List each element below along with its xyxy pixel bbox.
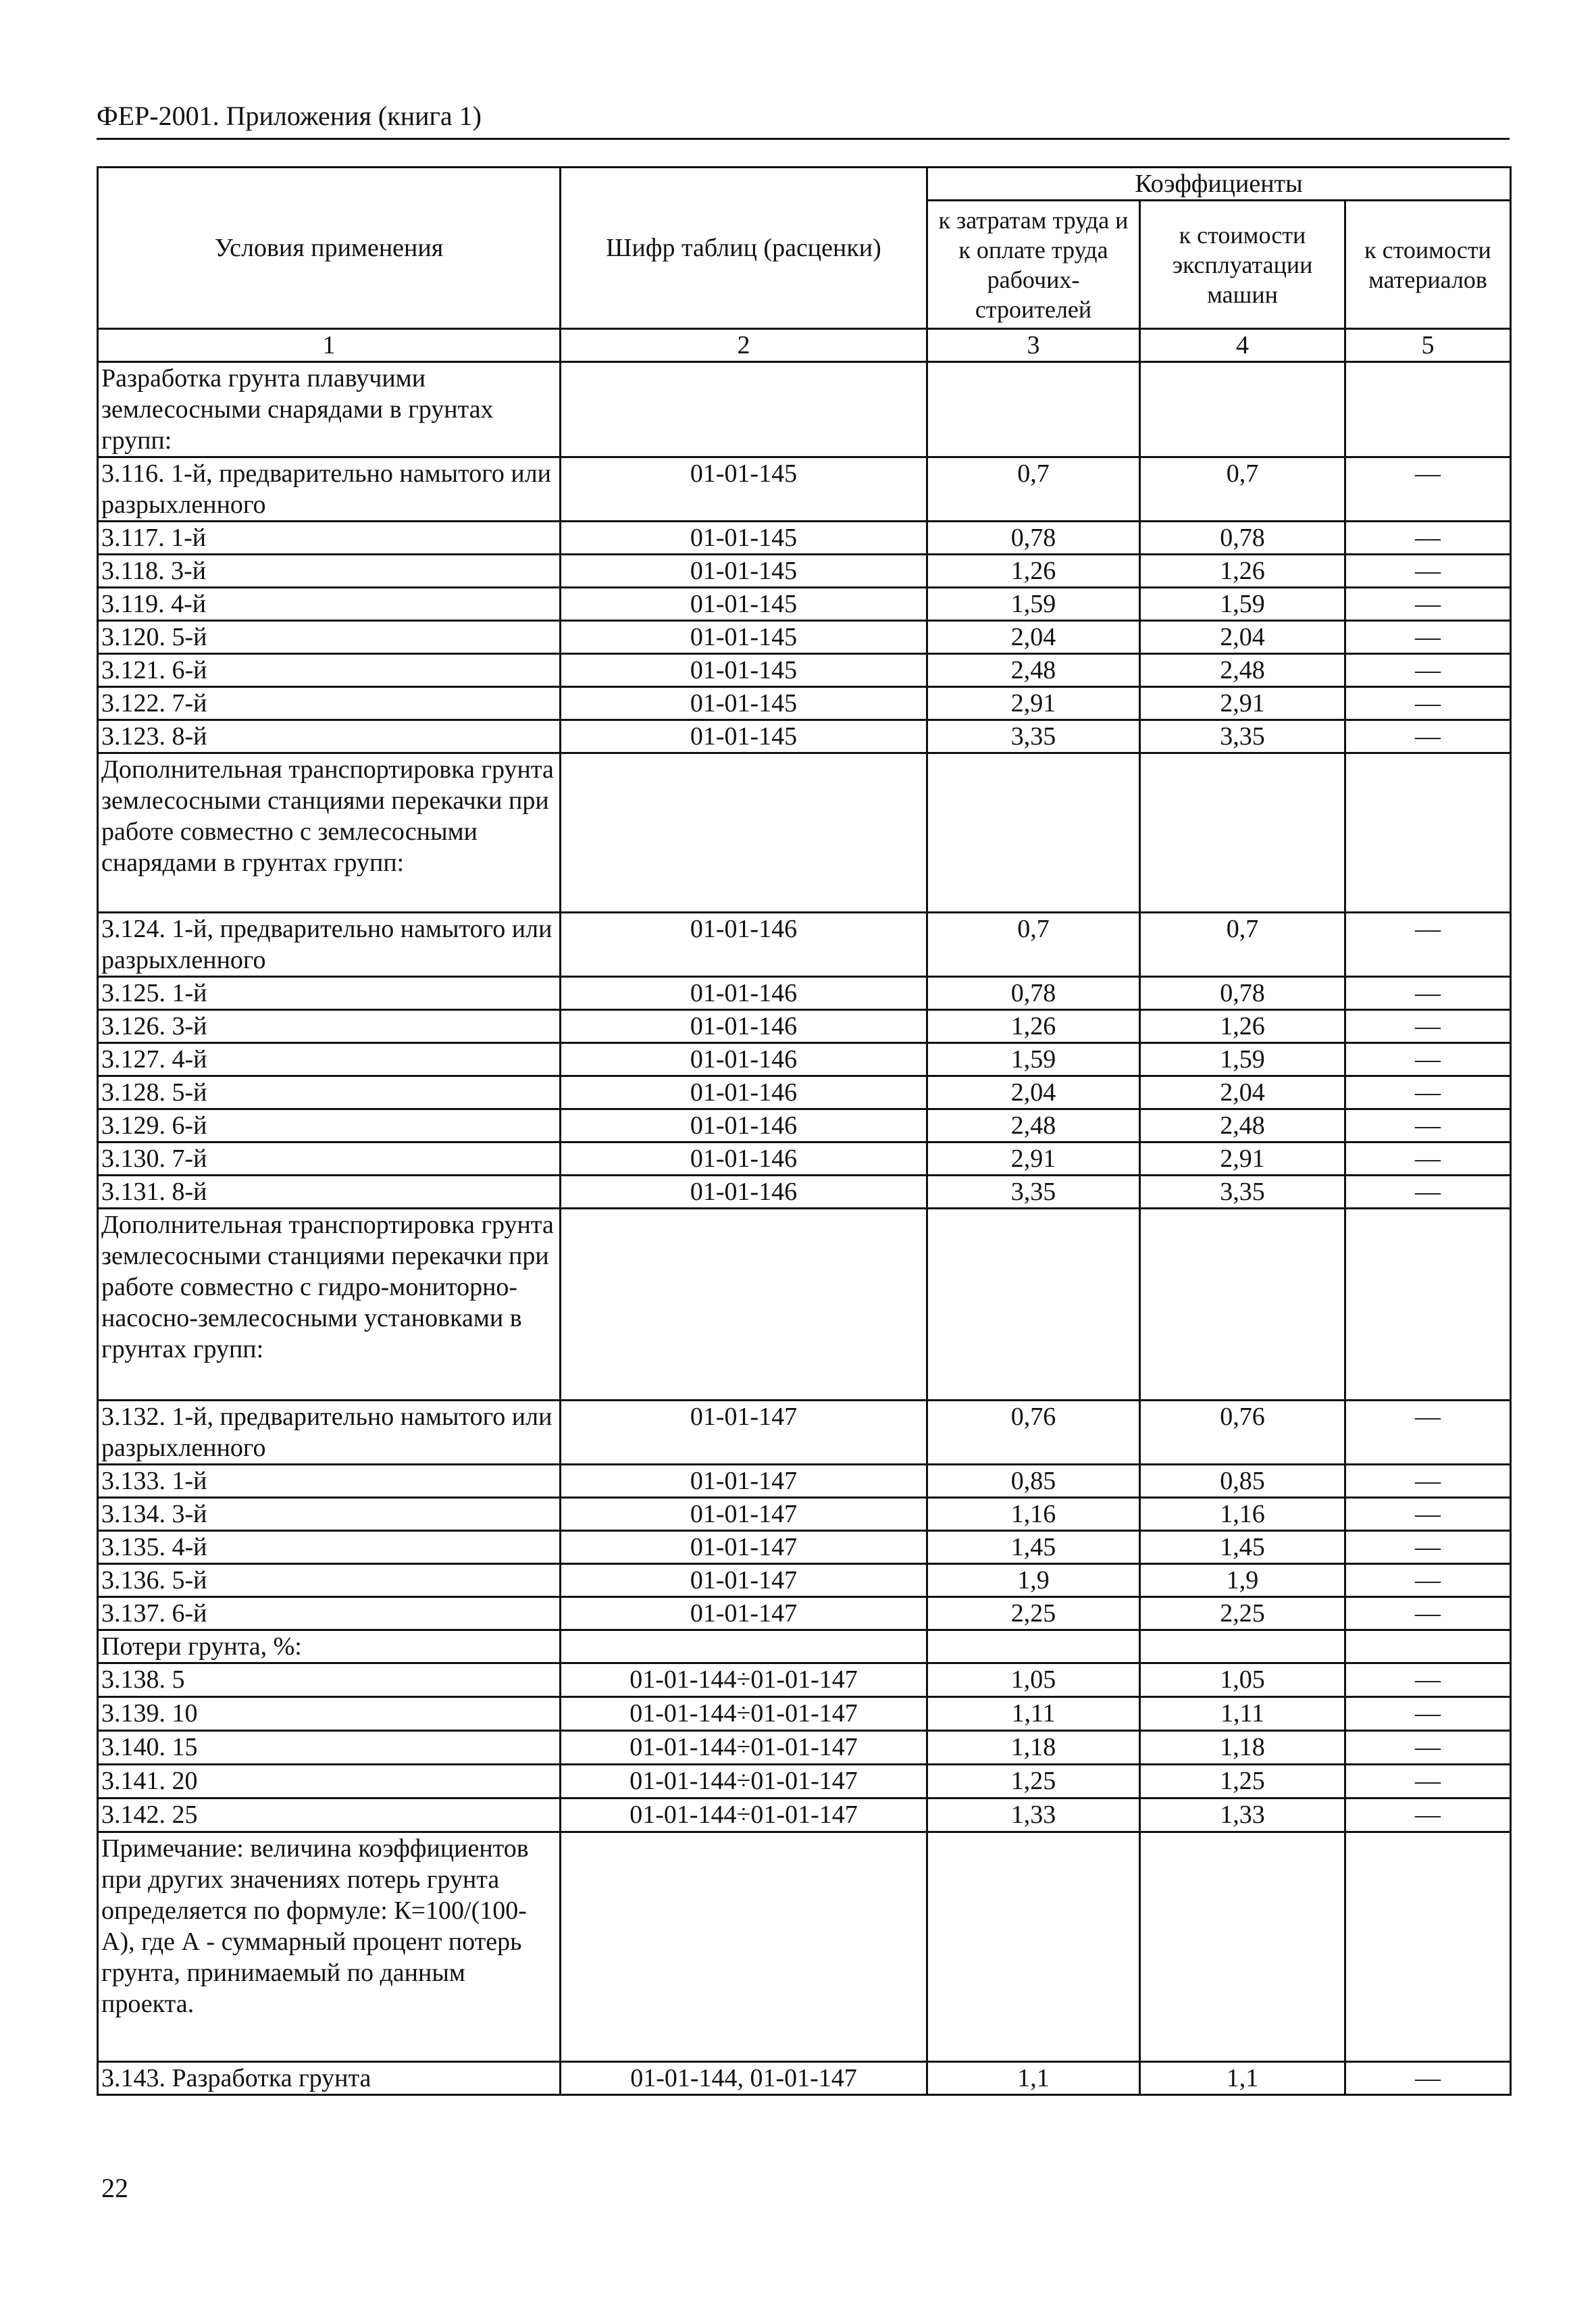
code-cell: 01-01-146: [561, 913, 927, 977]
code-cell: 01-01-146: [561, 1043, 927, 1076]
labor-coefficient-cell: 2,48: [927, 1109, 1140, 1142]
machines-coefficient-cell: 2,04: [1140, 1076, 1345, 1109]
condition-cell: 3.130. 7-й: [98, 1142, 561, 1176]
labor-coefficient-cell: 0,78: [927, 977, 1140, 1010]
code-cell: 01-01-144÷01-01-147: [561, 1731, 927, 1765]
machines-coefficient-cell: 1,11: [1140, 1697, 1345, 1731]
machines-coefficient-cell: 1,45: [1140, 1531, 1345, 1564]
code-cell: 01-01-144÷01-01-147: [561, 1799, 927, 1832]
condition-cell: 3.134. 3-й: [98, 1498, 561, 1531]
machines-coefficient-cell: 1,26: [1140, 555, 1345, 588]
code-cell: 01-01-146: [561, 1076, 927, 1109]
materials-coefficient-cell: [1345, 1209, 1511, 1401]
condition-cell: 3.139. 10: [98, 1697, 561, 1731]
condition-cell: 3.131. 8-й: [98, 1176, 561, 1209]
code-cell: [561, 1209, 927, 1401]
materials-coefficient-cell: —: [1345, 1076, 1511, 1109]
page-header: ФЕР-2001. Приложения (книга 1): [97, 101, 482, 131]
machines-coefficient-cell: [1140, 1209, 1345, 1401]
column-number: 3: [927, 329, 1140, 362]
code-cell: 01-01-147: [561, 1597, 927, 1630]
materials-coefficient-cell: —: [1345, 1176, 1511, 1209]
materials-coefficient-cell: —: [1345, 1043, 1511, 1076]
condition-cell: 3.126. 3-й: [98, 1010, 561, 1043]
labor-coefficient-cell: [927, 362, 1140, 457]
condition-cell: 3.129. 6-й: [98, 1109, 561, 1142]
table-row: [98, 720, 1511, 753]
column-number: 2: [561, 329, 927, 362]
machines-coefficient-cell: 1,16: [1140, 1498, 1345, 1531]
table-row: [98, 1597, 1511, 1630]
machines-coefficient-cell: 0,7: [1140, 457, 1345, 522]
table-row: [98, 1109, 1511, 1142]
materials-coefficient-cell: —: [1345, 1142, 1511, 1176]
table-row: [98, 1043, 1511, 1076]
materials-coefficient-cell: —: [1345, 555, 1511, 588]
condition-cell: 3.140. 15: [98, 1731, 561, 1765]
machines-coefficient-cell: 0,7: [1140, 913, 1345, 977]
materials-coefficient-cell: —: [1345, 2062, 1511, 2095]
code-cell: 01-01-146: [561, 1109, 927, 1142]
code-cell: 01-01-147: [561, 1498, 927, 1531]
header-code: Шифр таблиц (расценки): [561, 168, 927, 329]
materials-coefficient-cell: —: [1345, 1010, 1511, 1043]
column-number: 5: [1345, 329, 1511, 362]
condition-cell: 3.127. 4-й: [98, 1043, 561, 1076]
code-cell: [561, 1630, 927, 1663]
condition-cell: 3.118. 3-й: [98, 555, 561, 588]
table-row: [98, 1832, 1511, 2062]
labor-coefficient-cell: 1,11: [927, 1697, 1140, 1731]
machines-coefficient-cell: 1,1: [1140, 2062, 1345, 2095]
code-cell: 01-01-147: [561, 1465, 927, 1498]
condition-cell: 3.142. 25: [98, 1799, 561, 1832]
condition-cell: 3.125. 1-й: [98, 977, 561, 1010]
labor-coefficient-cell: 0,7: [927, 457, 1140, 522]
table-row: [98, 2062, 1511, 2095]
labor-coefficient-cell: [927, 1832, 1140, 2062]
materials-coefficient-cell: —: [1345, 1465, 1511, 1498]
condition-cell: 3.136. 5-й: [98, 1564, 561, 1597]
header-labor-coefficient: к затратам труда и к оплате труда рабочих-строителей: [927, 201, 1140, 329]
machines-coefficient-cell: 0,76: [1140, 1401, 1345, 1465]
labor-coefficient-cell: [927, 1630, 1140, 1663]
materials-coefficient-cell: —: [1345, 1564, 1511, 1597]
machines-coefficient-cell: [1140, 1630, 1345, 1663]
column-number: 1: [98, 329, 561, 362]
code-cell: 01-01-145: [561, 720, 927, 753]
table-row: [98, 621, 1511, 654]
condition-cell: 3.137. 6-й: [98, 1597, 561, 1630]
code-cell: 01-01-145: [561, 522, 927, 555]
condition-cell: 3.132. 1-й, предварительно намытого или разрыхленного: [98, 1401, 561, 1465]
code-cell: 01-01-144÷01-01-147: [561, 1663, 927, 1697]
materials-coefficient-cell: —: [1345, 977, 1511, 1010]
machines-coefficient-cell: 2,04: [1140, 621, 1345, 654]
table-row: [98, 362, 1511, 457]
materials-coefficient-cell: —: [1345, 1401, 1511, 1465]
materials-coefficient-cell: [1345, 1630, 1511, 1663]
condition-cell: 3.119. 4-й: [98, 588, 561, 621]
labor-coefficient-cell: 2,25: [927, 1597, 1140, 1630]
table-row: [98, 522, 1511, 555]
code-cell: 01-01-146: [561, 1142, 927, 1176]
labor-coefficient-cell: 1,45: [927, 1531, 1140, 1564]
labor-coefficient-cell: 2,91: [927, 1142, 1140, 1176]
condition-cell: Дополнительная транспортировка грунта землесосными станциями перекачки при работе совместно с гидро-мониторно-насосно-землесосными установками в грунтах групп:: [98, 1209, 561, 1401]
table-row: [98, 753, 1511, 913]
materials-coefficient-cell: —: [1345, 522, 1511, 555]
table-row: [98, 1630, 1511, 1663]
materials-coefficient-cell: —: [1345, 1531, 1511, 1564]
table-body: [98, 362, 1511, 2095]
condition-cell: 3.117. 1-й: [98, 522, 561, 555]
table-row: [98, 1142, 1511, 1176]
table-row: [98, 1731, 1511, 1765]
labor-coefficient-cell: 1,25: [927, 1765, 1140, 1799]
labor-coefficient-cell: 0,78: [927, 522, 1140, 555]
materials-coefficient-cell: —: [1345, 1597, 1511, 1630]
condition-cell: 3.133. 1-й: [98, 1465, 561, 1498]
condition-cell: Разработка грунта плавучими землесосными снарядами в грунтах групп:: [98, 362, 561, 457]
code-cell: 01-01-145: [561, 555, 927, 588]
machines-coefficient-cell: 1,18: [1140, 1731, 1345, 1765]
code-cell: 01-01-144÷01-01-147: [561, 1765, 927, 1799]
materials-coefficient-cell: —: [1345, 1109, 1511, 1142]
materials-coefficient-cell: —: [1345, 457, 1511, 522]
labor-coefficient-cell: 3,35: [927, 720, 1140, 753]
table-row: [98, 1799, 1511, 1832]
header-machines-coefficient: к стоимости эксплуатации машин: [1140, 201, 1345, 329]
labor-coefficient-cell: [927, 1209, 1140, 1401]
machines-coefficient-cell: 2,91: [1140, 687, 1345, 720]
labor-coefficient-cell: 0,7: [927, 913, 1140, 977]
labor-coefficient-cell: 0,85: [927, 1465, 1140, 1498]
machines-coefficient-cell: 1,25: [1140, 1765, 1345, 1799]
code-cell: 01-01-144÷01-01-147: [561, 1697, 927, 1731]
machines-coefficient-cell: 1,26: [1140, 1010, 1345, 1043]
labor-coefficient-cell: 1,9: [927, 1564, 1140, 1597]
coefficients-table: [97, 166, 1512, 2096]
header-rule: [97, 138, 1510, 140]
materials-coefficient-cell: —: [1345, 687, 1511, 720]
table-row: [98, 654, 1511, 687]
column-number: 4: [1140, 329, 1345, 362]
code-cell: 01-01-145: [561, 687, 927, 720]
machines-coefficient-cell: 3,35: [1140, 720, 1345, 753]
machines-coefficient-cell: 3,35: [1140, 1176, 1345, 1209]
table-row: [98, 1765, 1511, 1799]
machines-coefficient-cell: 0,78: [1140, 977, 1345, 1010]
table-row: [98, 1663, 1511, 1697]
code-cell: 01-01-147: [561, 1531, 927, 1564]
condition-cell: 3.116. 1-й, предварительно намытого или разрыхленного: [98, 457, 561, 522]
labor-coefficient-cell: 1,33: [927, 1799, 1140, 1832]
code-cell: [561, 1832, 927, 2062]
machines-coefficient-cell: 2,91: [1140, 1142, 1345, 1176]
materials-coefficient-cell: —: [1345, 913, 1511, 977]
machines-coefficient-cell: 1,59: [1140, 588, 1345, 621]
table-row: [98, 1465, 1511, 1498]
code-cell: 01-01-147: [561, 1401, 927, 1465]
materials-coefficient-cell: —: [1345, 1663, 1511, 1697]
table-row: [98, 1209, 1511, 1401]
table-row: [98, 1076, 1511, 1109]
materials-coefficient-cell: —: [1345, 1731, 1511, 1765]
materials-coefficient-cell: —: [1345, 1697, 1511, 1731]
condition-cell: 3.120. 5-й: [98, 621, 561, 654]
code-cell: 01-01-145: [561, 621, 927, 654]
code-cell: 01-01-144, 01-01-147: [561, 2062, 927, 2095]
labor-coefficient-cell: 0,76: [927, 1401, 1140, 1465]
labor-coefficient-cell: [927, 753, 1140, 913]
labor-coefficient-cell: 1,18: [927, 1731, 1140, 1765]
condition-cell: 3.128. 5-й: [98, 1076, 561, 1109]
table-row: [98, 457, 1511, 522]
labor-coefficient-cell: 1,26: [927, 555, 1140, 588]
header-coefficients: Коэффициенты: [927, 168, 1511, 201]
code-cell: 01-01-145: [561, 588, 927, 621]
table-row: [98, 913, 1511, 977]
page-number: 22: [101, 2173, 128, 2203]
table-row: [98, 588, 1511, 621]
condition-cell: 3.141. 20: [98, 1765, 561, 1799]
machines-coefficient-cell: 1,59: [1140, 1043, 1345, 1076]
materials-coefficient-cell: —: [1345, 654, 1511, 687]
machines-coefficient-cell: 0,78: [1140, 522, 1345, 555]
table-row: [98, 1697, 1511, 1731]
condition-cell: Дополнительная транспортировка грунта землесосными станциями перекачки при работе совместно с землесосными снарядами в грунтах групп:: [98, 753, 561, 913]
materials-coefficient-cell: [1345, 753, 1511, 913]
code-cell: 01-01-146: [561, 1176, 927, 1209]
table-row: [98, 1564, 1511, 1597]
table-row: [98, 555, 1511, 588]
materials-coefficient-cell: —: [1345, 588, 1511, 621]
machines-coefficient-cell: [1140, 1832, 1345, 2062]
code-cell: 01-01-146: [561, 977, 927, 1010]
labor-coefficient-cell: 2,48: [927, 654, 1140, 687]
machines-coefficient-cell: 2,25: [1140, 1597, 1345, 1630]
materials-coefficient-cell: [1345, 362, 1511, 457]
header-conditions: Условия применения: [98, 168, 561, 329]
labor-coefficient-cell: 2,91: [927, 687, 1140, 720]
table-row: [98, 1401, 1511, 1465]
labor-coefficient-cell: 2,04: [927, 621, 1140, 654]
machines-coefficient-cell: 1,9: [1140, 1564, 1345, 1597]
table-row: [98, 1531, 1511, 1564]
code-cell: 01-01-146: [561, 1010, 927, 1043]
condition-cell: 3.123. 8-й: [98, 720, 561, 753]
table-row: [98, 1010, 1511, 1043]
condition-cell: 3.124. 1-й, предварительно намытого или разрыхленного: [98, 913, 561, 977]
materials-coefficient-cell: [1345, 1832, 1511, 2062]
materials-coefficient-cell: —: [1345, 1799, 1511, 1832]
condition-cell: 3.135. 4-й: [98, 1531, 561, 1564]
materials-coefficient-cell: —: [1345, 621, 1511, 654]
table-row: [98, 687, 1511, 720]
condition-cell: 3.121. 6-й: [98, 654, 561, 687]
labor-coefficient-cell: 2,04: [927, 1076, 1140, 1109]
labor-coefficient-cell: 3,35: [927, 1176, 1140, 1209]
materials-coefficient-cell: —: [1345, 720, 1511, 753]
machines-coefficient-cell: [1140, 753, 1345, 913]
table-row: [98, 1498, 1511, 1531]
condition-cell: Потери грунта, %:: [98, 1630, 561, 1663]
table-row: [98, 977, 1511, 1010]
machines-coefficient-cell: 1,05: [1140, 1663, 1345, 1697]
code-cell: 01-01-145: [561, 654, 927, 687]
machines-coefficient-cell: 2,48: [1140, 1109, 1345, 1142]
materials-coefficient-cell: —: [1345, 1765, 1511, 1799]
materials-coefficient-cell: —: [1345, 1498, 1511, 1531]
labor-coefficient-cell: 1,1: [927, 2062, 1140, 2095]
header-materials-coefficient: к стоимости материалов: [1345, 201, 1511, 329]
labor-coefficient-cell: 1,26: [927, 1010, 1140, 1043]
code-cell: [561, 753, 927, 913]
condition-cell: Примечание: величина коэффициентов при других значениях потерь грунта определяется по формуле: К=100/(100-А), где А - суммарный процент потерь грунта, принимаемый по данным проекта.: [98, 1832, 561, 2062]
machines-coefficient-cell: 1,33: [1140, 1799, 1345, 1832]
labor-coefficient-cell: 1,05: [927, 1663, 1140, 1697]
machines-coefficient-cell: 0,85: [1140, 1465, 1345, 1498]
condition-cell: 3.122. 7-й: [98, 687, 561, 720]
machines-coefficient-cell: 2,48: [1140, 654, 1345, 687]
labor-coefficient-cell: 1,59: [927, 588, 1140, 621]
table-row: [98, 1176, 1511, 1209]
condition-cell: 3.138. 5: [98, 1663, 561, 1697]
labor-coefficient-cell: 1,59: [927, 1043, 1140, 1076]
code-cell: [561, 362, 927, 457]
labor-coefficient-cell: 1,16: [927, 1498, 1140, 1531]
code-cell: 01-01-147: [561, 1564, 927, 1597]
condition-cell: 3.143. Разработка грунта: [98, 2062, 561, 2095]
machines-coefficient-cell: [1140, 362, 1345, 457]
code-cell: 01-01-145: [561, 457, 927, 522]
